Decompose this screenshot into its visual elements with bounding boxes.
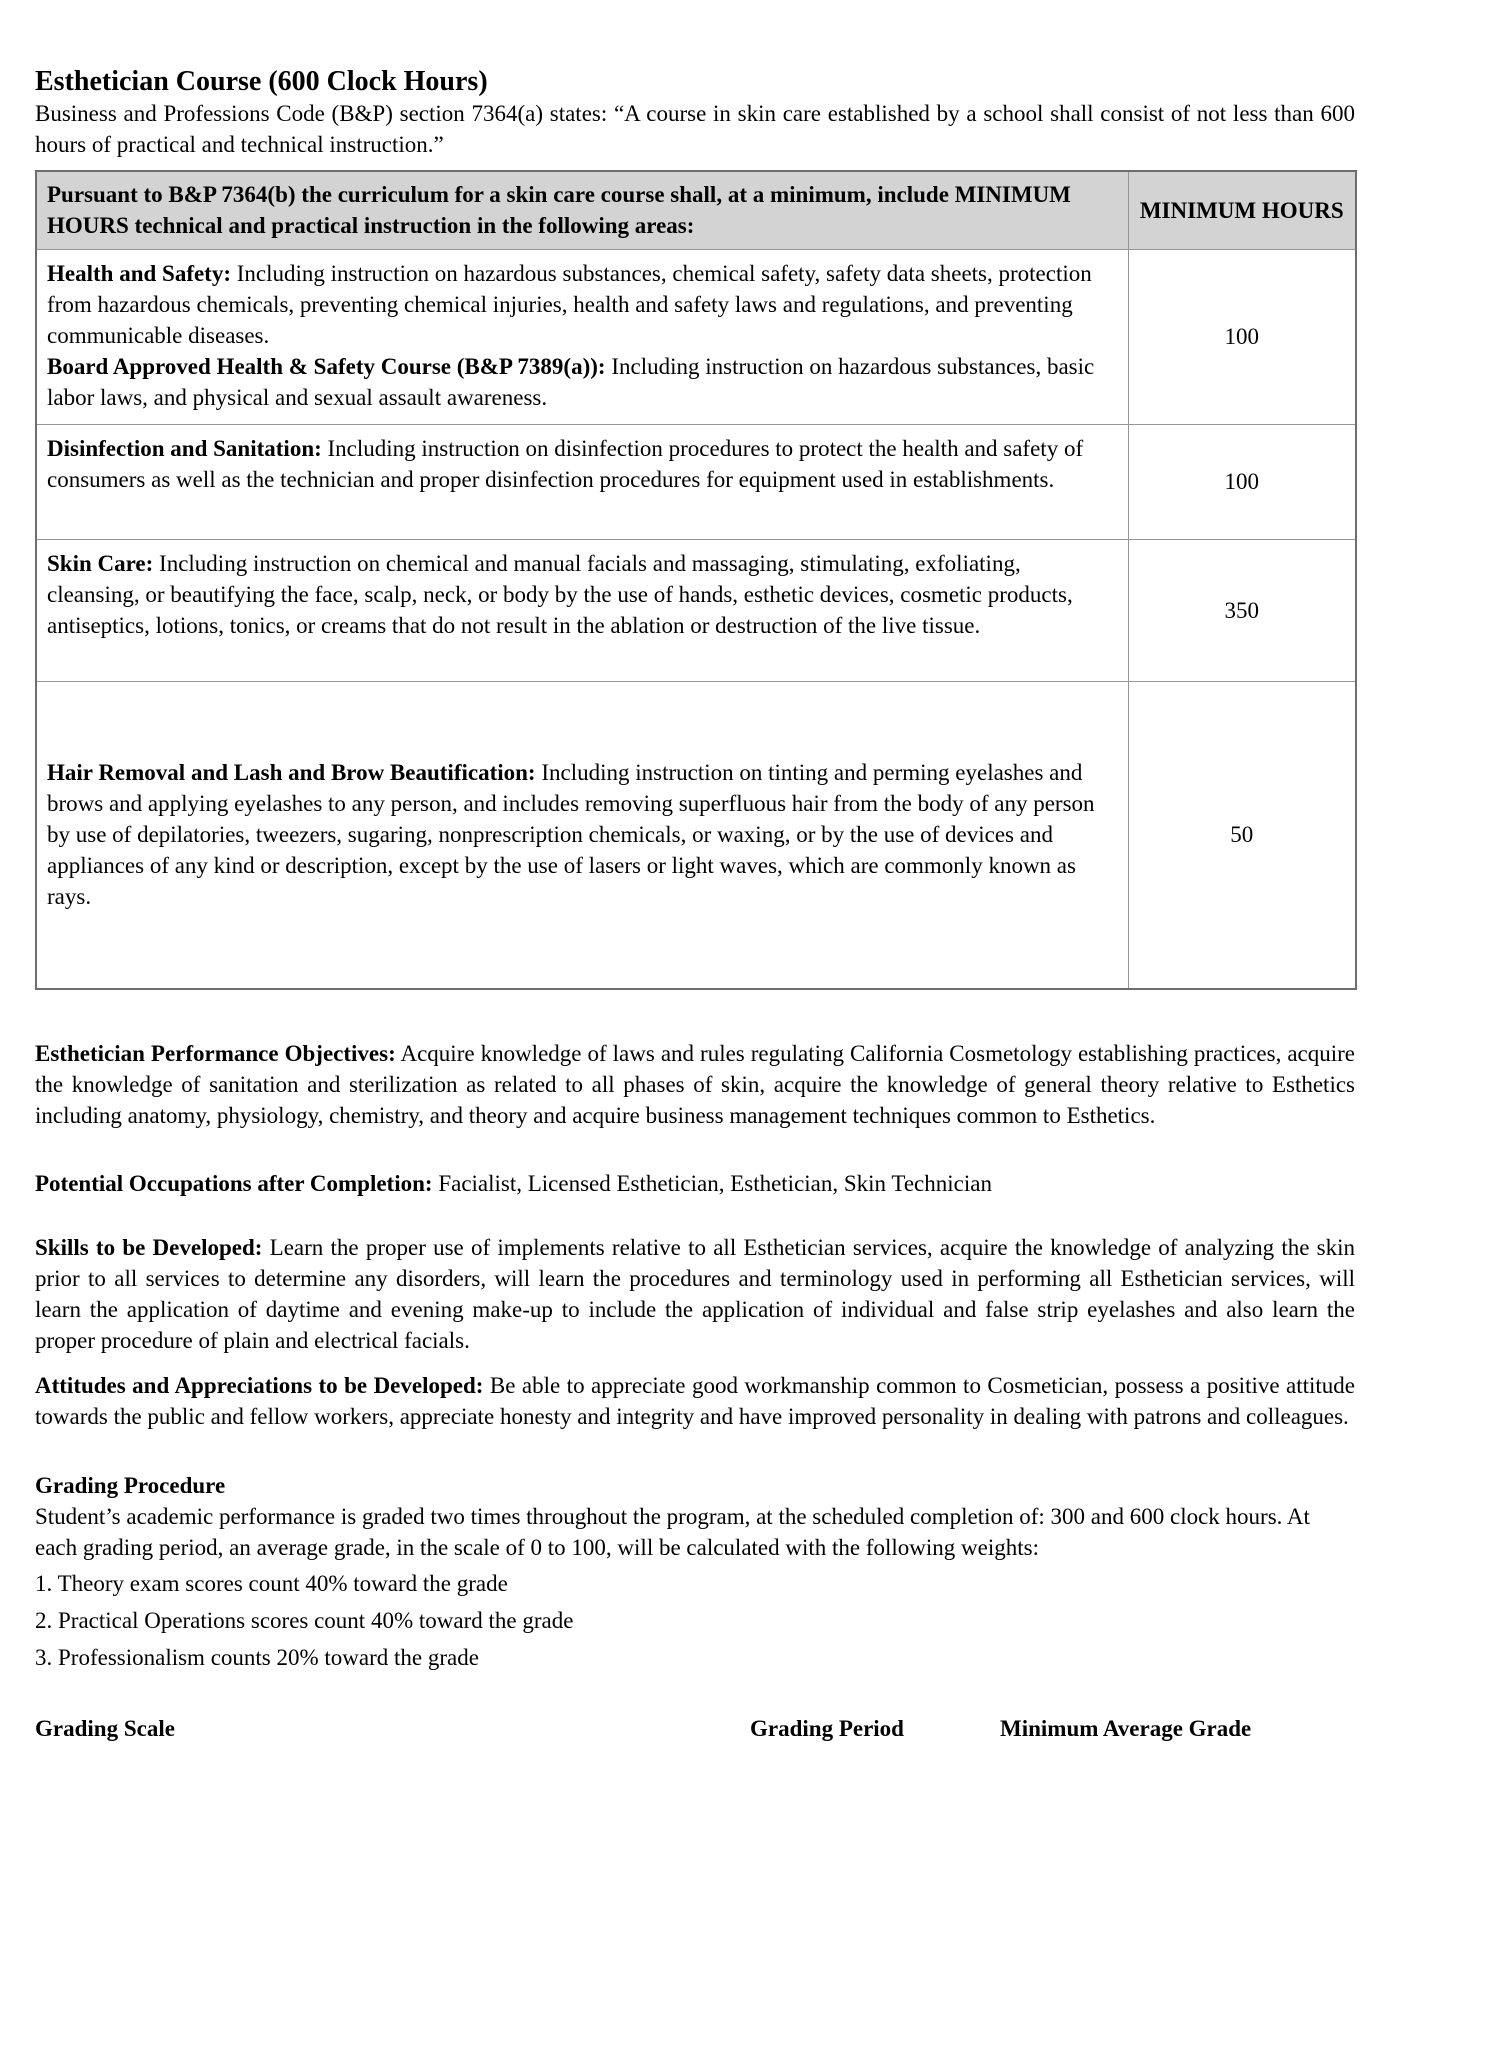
minimum-average-grade-heading: Minimum Average Grade — [1000, 1716, 1252, 1741]
potential-occupations-label: Potential Occupations after Completion: — [35, 1171, 433, 1196]
area-segment — [47, 757, 1114, 912]
skills-label: Skills to be Developed: — [35, 1235, 263, 1260]
area-label: Board Approved Health & Safety Course (B&P 7389(a)): — [47, 353, 606, 379]
table-row-hair-removal — [36, 681, 1356, 989]
table-header-row — [36, 171, 1356, 249]
area-segment — [47, 258, 1114, 351]
grading-weights-list — [35, 1568, 1355, 1673]
area-text: Including instruction on chemical and manual facials and massaging, stimulating, exfoliating, cleansing, or beautifying the face, scalp, neck, or body by the use of hands, esthetic devices, cosmetic products, antiseptics, lotions, tonics, or creams that do not result in the ablation or destruction of the live tissue. — [47, 550, 1073, 638]
curriculum-table — [35, 170, 1357, 990]
skills-text: Learn the proper use of implements relative to all Esthetician services, acquire the knowledge of analyzing the skin prior to all services to determine any disorders, will learn the procedures and terminology used in performing all Esthetician services, will learn the application of daytime and evening make-up to include the application of individual and false strip eyelashes and also learn the proper procedure of plain and electrical facials. — [35, 1235, 1355, 1353]
area-text: Including instruction on hazardous substances, chemical safety, safety data sheets, protection from hazardous chemicals, preventing chemical injuries, health and safety laws and regulations, and preventing communicable diseases. — [47, 260, 1092, 348]
grading-weight-item: 1. Theory exam scores count 40% toward the grade — [35, 1571, 508, 1596]
area-label: Health and Safety: — [47, 260, 231, 286]
performance-objectives-text: Acquire knowledge of laws and rules regulating California Cosmetology establishing practices, acquire the knowledge of sanitation and sterilization as related to all phases of skin, acquire the knowledge of general theory relative to Esthetics including anatomy, physiology, chemistry, and theory and acquire business management techniques common to Esthetics. — [35, 1041, 1356, 1128]
grading-weight-item: 3. Professionalism counts 20% toward the grade — [35, 1645, 479, 1670]
area-label: Skin Care: — [47, 550, 154, 576]
intro-paragraph: Business and Professions Code (B&P) section 7364(a) states: “A course in skin care established by a school shall consist of not less than 600 hours of practical and technical instruction.” — [35, 101, 1355, 157]
grading-weight-item: 2. Practical Operations scores count 40% toward the grade — [35, 1608, 574, 1633]
hours-value: 100 — [1128, 424, 1356, 539]
area-text: Including instruction on disinfection procedures to protect the health and safety of consumers as well as the technician and proper disinfection procedures for equipment used in establishments. — [47, 435, 1084, 492]
grading-intro-paragraph: Student’s academic performance is graded two times throughout the program, at the scheduled completion of: 300 and 600 clock hours. At each grading period, an average grade, in the scale of 0 to 100, will be calculated with the following weights: — [35, 1504, 1310, 1560]
performance-objectives-paragraph — [35, 1038, 1355, 1131]
attitudes-text: Be able to appreciate good workmanship common to Cosmetician, possess a positive attitude towards the public and fellow workers, appreciate honesty and integrity and have improved personality in dealing with patrons and colleagues. — [35, 1373, 1355, 1429]
area-segment — [47, 351, 1114, 413]
area-description-cell — [36, 539, 1128, 681]
area-text: Including instruction on hazardous substances, basic labor laws, and physical and sexual assault awareness. — [47, 353, 1095, 410]
attitudes-label: Attitudes and Appreciations to be Developed: — [35, 1373, 484, 1398]
potential-occupations-paragraph — [35, 1168, 1355, 1199]
area-segment — [47, 548, 1114, 641]
skills-paragraph — [35, 1232, 1355, 1356]
table-row-disinfection-and-sanitation — [36, 424, 1356, 539]
attitudes-paragraph — [35, 1370, 1355, 1432]
grading-period-heading: Grading Period — [750, 1716, 904, 1741]
area-description-cell — [36, 424, 1128, 539]
hours-value: 350 — [1128, 539, 1356, 681]
area-text: Including instruction on tinting and perming eyelashes and brows and applying eyelashes to any person, and includes removing superfluous hair from the body of any person by use of depilatories, tweezers, sugaring, nonprescription chemicals, or waxing, or by the use of devices and appliances of any kind or description, except by the use of lasers or light waves, which are commonly known as rays. — [47, 760, 1095, 910]
hours-value: 100 — [1128, 249, 1356, 424]
table-header-minimum-hours: MINIMUM HOURS — [1128, 171, 1356, 249]
potential-occupations-text: Facialist, Licensed Esthetician, Esthetician, Skin Technician — [432, 1171, 992, 1196]
table-header-areas: Pursuant to B&P 7364(b) the curriculum for a skin care course shall, at a minimum, include MINIMUM HOURS technical and practical instruction in the following areas: — [36, 171, 1128, 249]
area-segment — [47, 433, 1114, 495]
area-description-cell — [36, 249, 1128, 424]
hours-value: 50 — [1128, 681, 1356, 989]
performance-objectives-label: Esthetician Performance Objectives: — [35, 1041, 396, 1066]
table-row-skin-care — [36, 539, 1356, 681]
grading-procedure-heading: Grading Procedure — [35, 1473, 226, 1498]
area-description-cell — [36, 681, 1128, 989]
area-label: Disinfection and Sanitation: — [47, 435, 322, 461]
page-title: Esthetician Course (600 Clock Hours) — [35, 66, 488, 97]
grading-scale-header-row — [35, 1713, 1355, 1744]
grading-scale-heading: Grading Scale — [35, 1716, 175, 1741]
area-label: Hair Removal and Lash and Brow Beautification: — [47, 760, 536, 786]
table-row-health-and-safety — [36, 249, 1356, 424]
